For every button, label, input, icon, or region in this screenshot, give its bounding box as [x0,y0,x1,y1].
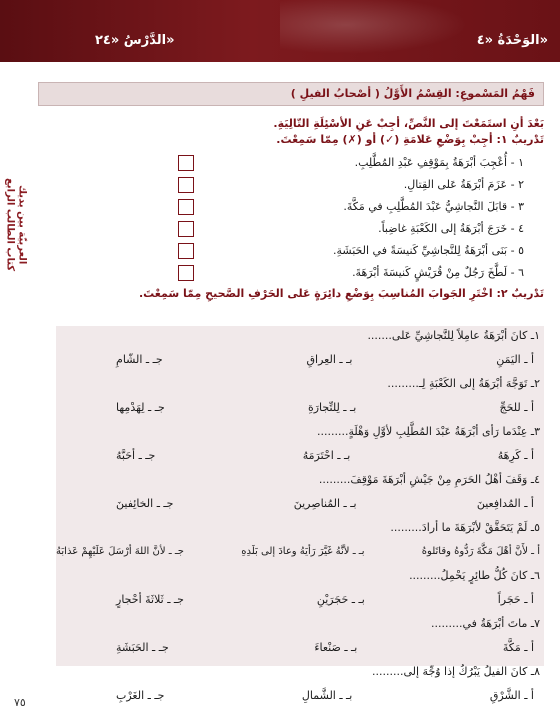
side-text-series: كتاب الطالب الرابع [4,178,16,272]
option-c[interactable]: جـ ـ الحَبَشَةِ [116,641,169,654]
option-b[interactable]: بـ ـ حَجَرَيْنِ [316,593,365,606]
answer-checkbox[interactable] [178,155,194,171]
drill2-questions [56,326,544,710]
question-options [56,538,544,566]
question-stem: ٤ـ وَقَفَ أهْلُ الحَرَمِ مِنْ جَيْشِ أبْرَهَةَ مَوْقِفَ......... [318,473,540,486]
side-book-title [4,110,28,340]
option-b[interactable]: بـ ـ لأنَّهُ غَيَّرَ رَأيَهُ وعادَ إلى بَلَدِهِ [241,546,365,557]
option-c[interactable]: جـ ـ لأنَّ اللهَ أرْسَلَ عَلَيْهِمْ عَذابَهُ [56,546,184,557]
question-options [56,634,544,662]
option-b[interactable]: بـ ـ لِلتِّجارَةِ [307,401,357,414]
header-ornament [280,0,500,62]
option-c[interactable]: جـ ـ الغَرْبِ [116,689,165,702]
drill2-label: تَدْريبٌ ٢: اخْتَرِ الجَوابَ المُناسِبَ بِوَضْعِ دائِرَةٍ عَلى الحَرْفِ الصَّحيحِ مِمّا سَمِعْتَ. [138,287,544,300]
question-stem: ٧ـ ماتَ أبْرَهَةُ في......... [430,617,540,630]
option-b[interactable]: بـ ـ العِراقِ [306,353,353,366]
question-options [56,682,544,710]
side-text-book: العربيّة بين يديك [16,185,28,265]
answer-checkbox[interactable] [178,243,194,259]
list-item: ٣ - قابَلَ النَّجاشِيُّ عَبْدَ المُطَّلِبِ في مَكَّةَ. [38,196,544,218]
option-c[interactable]: جـ ـ أحَبَّهُ [116,449,156,462]
answer-checkbox[interactable] [178,265,194,281]
unit-label: الوَحْدَةُ «٤» [476,33,548,48]
option-c[interactable]: جـ ـ الشّامِ [116,353,163,366]
option-a[interactable]: أ ـ حَجَراً [497,593,534,606]
question-stem: ٣ـ عِنْدَما رَأى أبْرَهَةُ عَبْدَ المُطَّلِبِ لأوَّلِ وَهْلَةٍ......... [317,425,540,438]
option-c[interactable]: جـ ـ لِهَدْمِها [116,401,165,414]
answer-checkbox[interactable] [178,221,194,237]
option-a[interactable]: أ ـ للحَجِّ [499,401,534,414]
list-item: ٦ - لَطَّخَ رَجُلٌ مِنْ قُرَيْشٍ كَنيسَةَ أبْرَهَةَ. [38,262,544,284]
option-c[interactable]: جـ ـ الخائِفينَ [116,497,174,510]
option-b[interactable]: بـ ـ احْتَرَمَهُ [302,449,351,462]
section-title: فَهْمُ المَسْموعِ: القِسْمُ الأَوَّلُ ( أصْحابُ الفيلِ ) [38,82,544,106]
question-stem: ١ـ كانَ أبْرَهَةُ عامِلاً لِلنَّجاشِيِّ عَلى....... [367,329,540,342]
option-b[interactable]: بـ ـ صَنْعاءَ [314,641,358,654]
question-options [56,394,544,422]
option-a[interactable]: أ ـ الشَّرْقِ [489,689,534,702]
question-options [56,586,544,614]
answer-checkbox[interactable] [178,199,194,215]
list-item: ٢ - عَزَمَ أبْرَهَةُ عَلى القِتالِ. [38,174,544,196]
question-stem: ٨ـ كانَ الفيلُ يَبْرُكُ إذا وُجِّهَ إلى......... [372,665,540,678]
question-options [56,490,544,518]
option-a[interactable]: أ ـ كَرِهَهُ [497,449,534,462]
option-a[interactable]: أ ـ اليَمَنِ [496,353,534,366]
page-number: ٧٥ [14,696,26,709]
intro-text: بَعْدَ أنِ استَمَعْتَ إلى النَّصِّ، أجِبْ عَنِ الأسْئِلَةِ التّالِيَةِ. [273,117,544,130]
option-b[interactable]: بـ ـ الشَّمالِ [301,689,353,702]
question-options [56,346,544,374]
question-stem: ٦ـ كانَ كُلُّ طائِرٍ يَحْمِلُ......... [409,569,540,582]
option-a[interactable]: أ ـ مَكَّةَ [502,641,534,654]
answer-checkbox[interactable] [178,177,194,193]
question-stem: ٥ـ لَمْ يَتَحَقَّقْ لأبْرَهَةَ ما أرادَ......... [390,521,540,534]
page-header [0,0,560,62]
question-options [56,442,544,470]
lesson-label: الدَّرْسُ «٢٤» [95,33,175,48]
drill1-list [38,152,544,284]
option-c[interactable]: جـ ـ ثَلاثَةَ أحْجارٍ [116,593,184,606]
option-a[interactable]: أ ـ لأَنَّ أهْلَ مَكَّةَ رَدُّوهُ وقاتَلوهُ [421,546,540,557]
option-a[interactable]: أ ـ المُدافِعينَ [476,497,534,510]
drill1-label: تَدْريبٌ ١: أجِبْ بِوَضْعِ عَلامَةِ (✓) أو (✗) مِمّا سَمِعْتَ. [276,133,544,146]
list-item: ١ - أُعْجِبَ أبْرَهَةُ بِمَوْقِفِ عَبْدِ المُطَّلِبِ. [38,152,544,174]
question-stem: ٢ـ تَوَجَّهَ أبْرَهَةُ إلى الكَعْبَةِ لِـ......... [387,377,540,390]
content [38,82,544,302]
list-item: ٤ - خَرَجَ أبْرَهَةُ إلى الكَعْبَةِ غاضِباً. [38,218,544,240]
list-item: ٥ - بَنَى أبْرَهَةُ لِلنَّجاشِيِّ كَنيسَةً في الحَبَشَةِ. [38,240,544,262]
option-b[interactable]: بـ ـ المُناصِرينَ [293,497,357,510]
